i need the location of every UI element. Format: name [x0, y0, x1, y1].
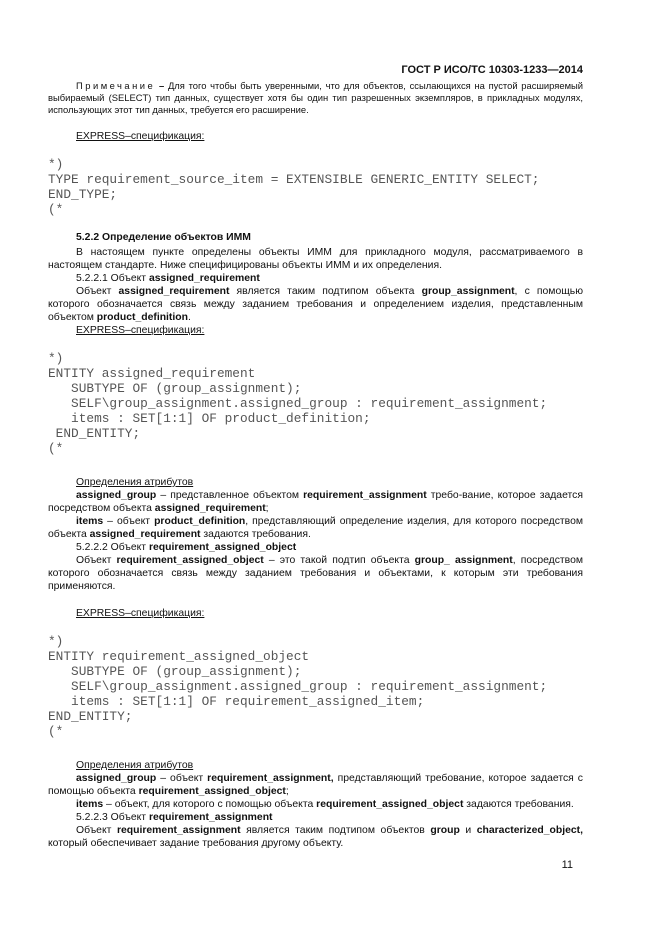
- subsection-heading-5-2-2-1: 5.2.2.1 Объект assigned_requirement: [76, 273, 260, 284]
- express-label-3: EXPRESS–спецификация:: [76, 608, 205, 619]
- note-text: Для того чтобы быть уверенными, что для объектов, ссылающихся на пустой расширяемый выбираемый (SELECT) тип данных, существует хотя бы один тип разрешенных экземпляров, в прикладных модулях, использующих этот тип данных, требуется его расширение.: [48, 80, 583, 115]
- subsection-heading-5-2-2-3: 5.2.2.3 Объект requirement_assignment: [76, 812, 273, 823]
- code-line: SUBTYPE OF (group_assignment);: [48, 381, 302, 396]
- code-line: ENTITY assigned_requirement: [48, 366, 256, 381]
- express-label-1: EXPRESS–спецификация:: [76, 131, 205, 142]
- code-line: ENTITY requirement_assigned_object: [48, 649, 310, 664]
- standard-header: ГОСТ Р ИСО/ТС 10303-1233—2014: [401, 64, 583, 76]
- attribute-assigned-group-2: assigned_group – объект requirement_assignment, представляющий требование, которое задается с помощью объекта requirement_assigned_object;: [48, 773, 583, 797]
- code-line: END_ENTITY;: [48, 426, 141, 441]
- code-line: items : SET[1:1] OF product_definition;: [48, 411, 371, 426]
- attribute-assigned-group-1: assigned_group – представленное объектом requirement_assignment требо-вание, которое задается посредством объекта assigned_requirement;: [48, 490, 583, 514]
- code-line: SELF\group_assignment.assigned_group : requirement_assignment;: [48, 679, 548, 694]
- code-line: (*: [48, 202, 64, 217]
- express-label-2: EXPRESS–спецификация:: [76, 325, 205, 336]
- note-paragraph: [48, 80, 583, 116]
- code-block-1: [48, 157, 583, 217]
- code-line: END_TYPE;: [48, 187, 118, 202]
- subsection-heading-5-2-2-2: 5.2.2.2 Объект requirement_assigned_object: [76, 542, 297, 553]
- code-line: items : SET[1:1] OF requirement_assigned_item;: [48, 694, 425, 709]
- code-line: *): [48, 634, 64, 649]
- attribute-items-1: items – объект product_definition, представляющий определение изделия, для которого посредством объекта assigned_requirement задаются требования.: [48, 516, 583, 540]
- page-body: [48, 80, 583, 850]
- code-block-3: [48, 634, 583, 739]
- code-line: (*: [48, 724, 64, 739]
- code-line: TYPE requirement_source_item = EXTENSIBLE GENERIC_ENTITY SELECT;: [48, 172, 540, 187]
- subsection-5-2-2-1-text: Объект assigned_requirement является таким подтипом объекта group_assignment, с помощью которого обозначается связь между заданием требования и определением изделия, представленным объектом product_definition.: [48, 286, 583, 323]
- code-block-2: [48, 351, 583, 456]
- subsection-5-2-2-3-text: Объект requirement_assignment является таким подтипом объектов group и characterized_object, который обеспечивает задание требования другому объекту.: [48, 825, 583, 849]
- page-number: 11: [561, 859, 573, 871]
- subsection-5-2-2-2-text: Объект requirement_assigned_object – это такой подтип объекта group_ assignment, посредством которого обозначается связь между заданием требования и объектами, к которым эти требования применяются.: [48, 555, 583, 592]
- code-line: SELF\group_assignment.assigned_group : requirement_assignment;: [48, 396, 548, 411]
- code-line: (*: [48, 441, 64, 456]
- attribute-items-2: items – объект, для которого с помощью объекта requirement_assigned_object задаются требования.: [76, 799, 574, 810]
- attribute-definitions-label-1: Определения атрибутов: [76, 477, 194, 488]
- code-line: SUBTYPE OF (group_assignment);: [48, 664, 302, 679]
- code-line: *): [48, 157, 64, 172]
- code-line: *): [48, 351, 64, 366]
- note-dash: –: [159, 80, 165, 91]
- section-5-2-2-text: В настоящем пункте определены объекты ИММ для прикладного модуля, рассматриваемого в настоящем стандарте. Ниже специфицированы объекты ИММ и их определения.: [48, 247, 583, 271]
- attribute-definitions-label-2: Определения атрибутов: [76, 760, 194, 771]
- section-heading-5-2-2: 5.2.2 Определение объектов ИММ: [76, 232, 251, 243]
- note-label: Примечание: [76, 80, 156, 91]
- code-line: END_ENTITY;: [48, 709, 133, 724]
